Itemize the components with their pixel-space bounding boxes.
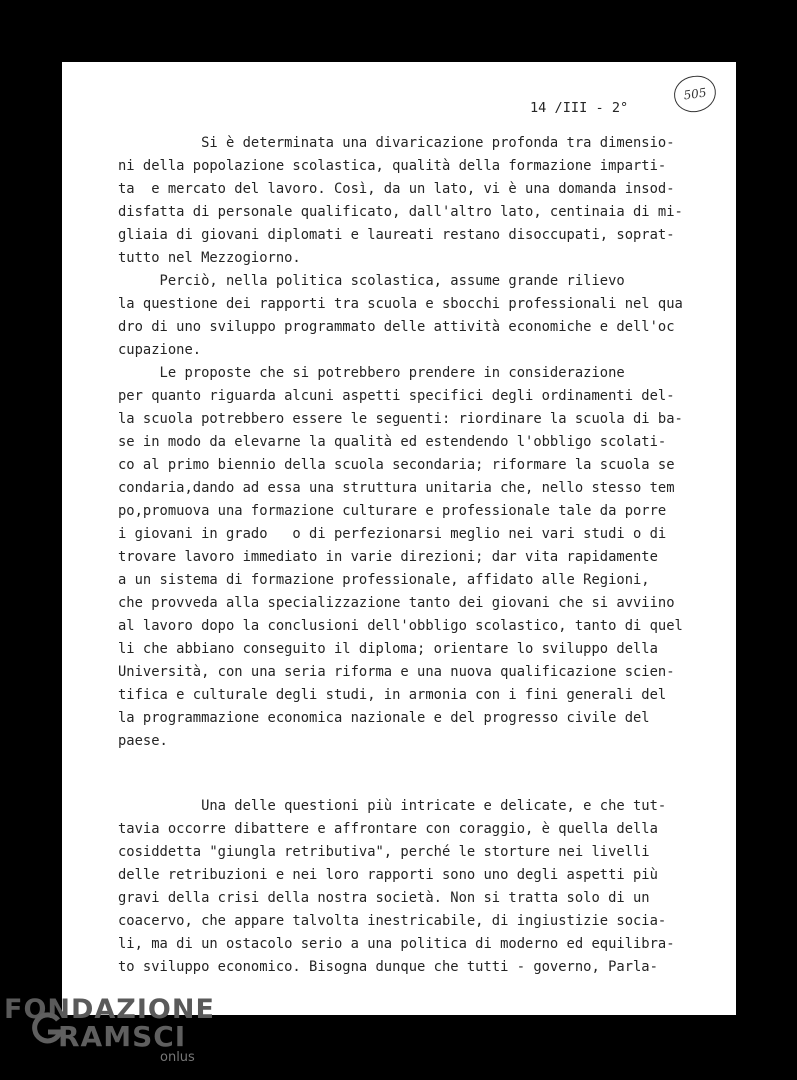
text-line: condaria,dando ad essa una struttura unitaria che, nello stesso tem xyxy=(118,480,675,496)
folio-number-stamp: 505 xyxy=(672,73,719,114)
text-line: tavia occorre dibattere e affrontare con coraggio, è quella della xyxy=(118,821,658,837)
text-line: li, ma di un ostacolo serio a una politica di moderno ed equilibra- xyxy=(118,936,675,952)
text-line: coacervo, che appare talvolta inestricabile, di ingiustizie socia- xyxy=(118,913,667,929)
watermark-sub: onlus xyxy=(160,1050,195,1065)
text-line: disfatta di personale qualificato, dall'altro lato, centinaia di mi- xyxy=(118,204,683,220)
text-line: ta e mercato del lavoro. Così, da un lato, vi è una domanda insod- xyxy=(118,181,675,197)
text-line: Università, con una seria riforma e una nuova qualificazione scien- xyxy=(118,664,675,680)
text-line: che provveda alla specializzazione tanto dei giovani che si avviino xyxy=(118,595,675,611)
text-line: la scuola potrebbero essere le seguenti: riordinare la scuola di ba- xyxy=(118,411,683,427)
text-line: co al primo biennio della scuola secondaria; riformare la scuola se xyxy=(118,457,675,473)
text-line: cupazione. xyxy=(118,342,202,358)
text-line: po,promuova una formazione culturare e professionale tale da porre xyxy=(118,503,667,519)
page-reference: 14 /III - 2° xyxy=(530,100,629,116)
text-line: cosiddetta "giungla retributiva", perché le storture nei livelli xyxy=(118,844,650,860)
text-line: per quanto riguarda alcuni aspetti specifici degli ordinamenti del- xyxy=(118,388,675,404)
paragraph-gap xyxy=(118,753,683,795)
typed-text-body xyxy=(118,132,683,979)
text-line: Una delle questioni più intricate e delicate, e che tut- xyxy=(118,798,667,814)
text-line: Si è determinata una divaricazione profonda tra dimensio- xyxy=(118,135,675,151)
text-line: i giovani in grado o di perfezionarsi meglio nei vari studi o di xyxy=(118,526,667,542)
text-line: to sviluppo economico. Bisogna dunque che tutti - governo, Parla- xyxy=(118,959,658,975)
text-line: gravi della crisi della nostra società. Non si tratta solo di un xyxy=(118,890,650,906)
text-line: ni della popolazione scolastica, qualità della formazione imparti- xyxy=(118,158,667,174)
text-line: la programmazione economica nazionale e del progresso civile del xyxy=(118,710,650,726)
text-line: gliaia di giovani diplomati e laureati restano disoccupati, soprat- xyxy=(118,227,675,243)
text-block-2 xyxy=(118,795,683,979)
text-line: Perciò, nella politica scolastica, assume grande rilievo xyxy=(118,273,625,289)
text-block-1 xyxy=(118,132,683,753)
text-line: la questione dei rapporti tra scuola e sbocchi professionali nel qua xyxy=(118,296,683,312)
text-line: trovare lavoro immediato in varie direzioni; dar vita rapidamente xyxy=(118,549,658,565)
text-line: tutto nel Mezzogiorno. xyxy=(118,250,301,266)
text-line: tifica e culturale degli studi, in armonia con i fini generali del xyxy=(118,687,667,703)
text-line: delle retribuzioni e nei loro rapporti sono uno degli aspetti più xyxy=(118,867,658,883)
text-line: se in modo da elevarne la qualità ed estendendo l'obbligo scolati- xyxy=(118,434,667,450)
text-line: dro di uno sviluppo programmato delle attività economiche e dell'oc xyxy=(118,319,675,335)
watermark-line2: RAMSCI xyxy=(58,1020,187,1053)
watermark-line1: FONDAZIONE xyxy=(4,994,215,1025)
fondazione-gramsci-watermark xyxy=(0,990,230,1080)
text-line: li che abbiano conseguito il diploma; orientare lo sviluppo della xyxy=(118,641,658,657)
document-page xyxy=(62,62,736,1015)
text-line: paese. xyxy=(118,733,168,749)
text-line: a un sistema di formazione professionale, affidato alle Regioni, xyxy=(118,572,650,588)
text-line: Le proposte che si potrebbero prendere in considerazione xyxy=(118,365,625,381)
text-line: al lavoro dopo la conclusioni dell'obbligo scolastico, tanto di quel xyxy=(118,618,683,634)
